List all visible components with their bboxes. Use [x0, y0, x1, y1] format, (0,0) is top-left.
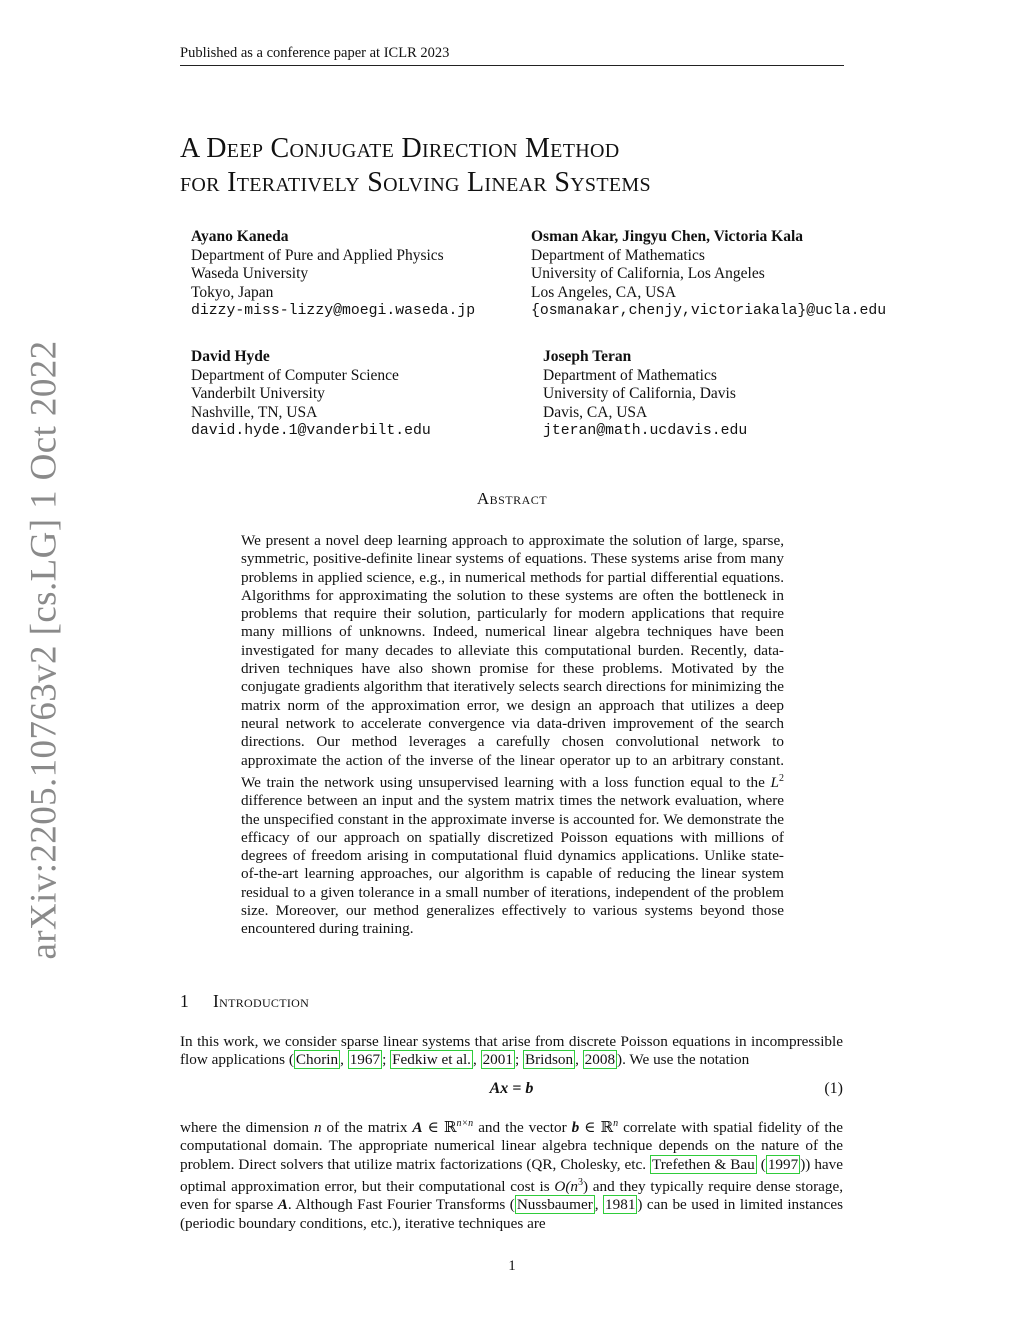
author-department: Department of Mathematics — [543, 366, 717, 384]
author-name: Ayano Kaneda — [191, 228, 289, 245]
author-institution: University of California, Davis — [543, 385, 736, 402]
intro-text: correlate with spatial fidelity of the computational domain. The appropriate numerical linear algebra technique depends on the nature of the problem. Direct solvers that utilize matrix factorizations (QR, Cholesky, etc. — [180, 1119, 843, 1173]
intro-text: ) can be used in limited instances (periodic boundary conditions, etc.), iterative techniques are — [180, 1196, 844, 1232]
arxiv-side-label-container — [0, 0, 65, 1325]
citation-link[interactable]: 2008 — [584, 1051, 616, 1069]
author-block-teran — [543, 348, 873, 441]
author-department: Department of Mathematics — [531, 246, 705, 264]
author-department: Department of Pure and Applied Physics — [191, 246, 444, 264]
running-header: Published as a conference paper at ICLR 2023 — [180, 44, 844, 66]
math-var: n — [313, 1119, 322, 1137]
math-var: A — [277, 1196, 288, 1214]
citation-link[interactable]: Fedkiw et al. — [392, 1051, 471, 1069]
author-institution: University of California, Los Angeles — [531, 265, 765, 282]
section-heading-introduction — [180, 991, 309, 1012]
equation-formula: Ax = b — [489, 1080, 534, 1097]
author-block-kaneda — [191, 228, 521, 321]
abstract-text-part-1: We present a novel deep learning approach to approximate the solution of large, sparse, symmetric, positive-definite linear systems of equations. These systems arise from many problems in applied science, e.g., in numerical methods for partial differential equations. Algorithms for approximating the solution to these systems are often the bottleneck in problems that require their solution, particularly for modern applications that require many millions of unknowns. Indeed, numerical linear algebra techniques have been investigated for many decades to alleviate this computational burden. Recently, data-driven techniques have also shown promise for these problems. Motivated by the conjugate gradients algorithm that iteratively selects search directions for minimizing the matrix norm of the approximation error, we design an approach that utilizes a deep neural network to accelerate convergence via data-driven improvement of the search directions. Our method leverages a carefully chosen convolutional network to approximate the action of the inverse of the linear operator up to an arbitrary constant. We train the network using unsupervised learning with a loss function equal to the — [241, 532, 784, 791]
author-location: Davis, CA, USA — [543, 403, 648, 421]
author-name: David Hyde — [191, 348, 270, 365]
author-email: jteran@math.ucdavis.edu — [543, 423, 748, 439]
author-department: Department of Computer Science — [191, 366, 399, 384]
math-big-o-close: ) — [583, 1178, 589, 1196]
citation-link[interactable]: 1997 — [767, 1155, 799, 1173]
intro-text: and they typically require dense storage, even for sparse — [180, 1178, 843, 1214]
math-var: b — [571, 1119, 580, 1137]
intro-text: where the dimension — [180, 1119, 314, 1137]
intro-text: In this work, we consider sparse linear systems that arise from discrete Poisson equations in incompressible flow applications ( — [180, 1033, 843, 1069]
author-location: Los Angeles, CA, USA — [531, 283, 677, 301]
abstract-heading: Abstract — [476, 489, 548, 508]
author-name: Joseph Teran — [543, 348, 632, 365]
author-location: Nashville, TN, USA — [191, 403, 318, 421]
math-sup: n — [613, 1118, 619, 1129]
author-name: Osman Akar, Jingyu Chen, Victoria Kala — [531, 228, 804, 245]
citation-link[interactable]: Chorin — [295, 1051, 339, 1069]
citation-link[interactable]: 1967 — [349, 1051, 381, 1069]
abstract-body — [241, 532, 784, 939]
l2-norm-symbol: L — [770, 773, 779, 791]
section-title: Introduction — [213, 991, 310, 1011]
intro-text: . Although Fast Fourier Transforms ( — [287, 1196, 515, 1214]
abstract-text-part-2: difference between an input and the system matrix times the network evaluation, where the unspecified constant in the approximate inverse is accounted for. We demonstrate the efficacy of our approach on spatially discretized Poisson equations with millions of degrees of freedom arising in computational fluid dynamics applications. Unlike state-of-the-art learning approaches, our algorithm is capable of reducing the linear system residual to a given tolerance in a small number of iterations, independent of the problem size. Moreover, our method generalizes effectively to various systems beyond those encountered during training. — [241, 792, 784, 938]
arxiv-side-label: arXiv:2205.10763v2 [cs.LG] 1 Oct 2022 — [23, 340, 65, 960]
citation-link[interactable]: Nussbaumer — [516, 1196, 593, 1214]
intro-text: ∈ ℝ — [422, 1119, 457, 1137]
author-block-hyde — [191, 348, 521, 441]
citation-link[interactable]: 2001 — [482, 1051, 513, 1069]
math-big-o: O(n — [554, 1178, 578, 1196]
math-sup: 3 — [578, 1176, 583, 1188]
page-number: 1 — [508, 1258, 516, 1274]
intro-paragraph-2: where the dimension n of the matrix A ∈ ℝ$^{n\times n}$ and the vector b ∈ ℝ$^n$ correlate with spatial fidelity of the computational domain. The appropriate numerical linear algebra technique depends on the nature of the problem. Direct solvers that utilize matrix factorizations (QR, Cholesky, etc. Trefethen & Bau ( 1997 )) have optimal approximation error, but their computational cost is $O(n^3)$ and they typically require dense storage, even for sparse A. Although Fast Fourier Transforms ( Nussbaumer , 1981 ) can be used in limited instances (periodic boundary conditions, etc.), iterative techniques are — [180, 1118, 844, 1232]
citation-link[interactable]: Bridson — [524, 1051, 574, 1069]
intro-paragraph-1: In this work, we consider sparse linear systems that arise from discrete Poisson equations in incompressible flow applications ( Chorin , 1967 ; Fedkiw et al. , 2001 ; Bridson , 2008 ). We use the notation — [180, 1033, 843, 1069]
title-line-2: for Iteratively Solving Linear Systems — [180, 167, 651, 198]
author-email: david.hyde.1@vanderbilt.edu — [191, 423, 431, 439]
equation-number: (1) — [824, 1080, 843, 1097]
intro-text: ). We use the notation — [617, 1051, 750, 1069]
author-email: {osmanakar,chenjy,victoriakala}@ucla.edu — [531, 303, 887, 319]
author-institution: Vanderbilt University — [191, 385, 325, 402]
intro-text: ∈ ℝ — [579, 1119, 614, 1137]
l2-norm-exponent: 2 — [779, 772, 784, 784]
section-number: 1 — [180, 991, 189, 1011]
author-location: Tokyo, Japan — [191, 283, 274, 301]
author-institution: Waseda University — [191, 265, 309, 282]
intro-text: ) have optimal approximation error, but their computational cost is — [180, 1155, 843, 1196]
author-block-ucla — [531, 228, 1011, 321]
intro-text: of the matrix — [321, 1119, 413, 1137]
math-var: A — [412, 1119, 423, 1137]
title-line-1: A Deep Conjugate Direction Method — [180, 133, 620, 164]
math-sup: n×n — [456, 1118, 474, 1129]
author-email: dizzy-miss-lizzy@moegi.waseda.jp — [191, 303, 476, 319]
paper-title — [180, 132, 860, 200]
citation-link[interactable]: Trefethen & Bau — [652, 1155, 755, 1173]
citation-link[interactable]: 1981 — [605, 1196, 636, 1214]
intro-text: and the vector — [473, 1119, 572, 1137]
